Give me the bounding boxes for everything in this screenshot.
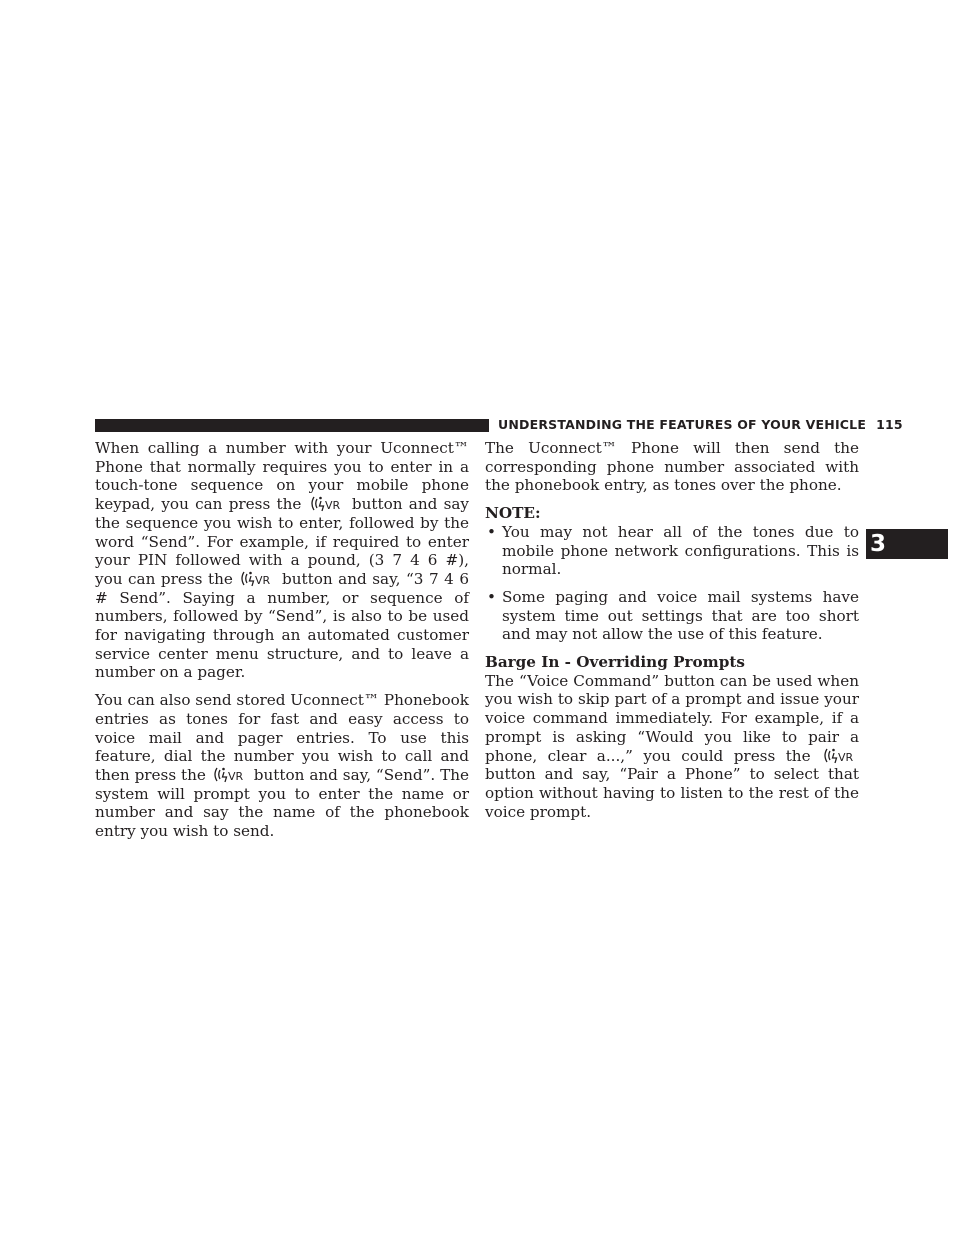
text-segment: button and say the sequence you wish to enter, followed by the word “Send”. For example, if required to enter your PIN followed with a pound, (3 7 4 6 #), you can press the (95, 495, 469, 588)
right-column (485, 439, 859, 821)
voice-recognition-icon (213, 766, 247, 783)
voice-recognition-icon (310, 495, 344, 512)
page-number: 115 (876, 417, 903, 432)
text-segment: button and say, “Pair a Phone” to select that option without having to listen to the rest of the voice prompt. (485, 765, 859, 821)
svg-text:VR: VR (255, 573, 271, 587)
paragraph-barge-in (485, 672, 859, 822)
text-segment: button and say, “Send”. The system will prompt you to enter the name or number and say the name of the phonebook entry you wish to send. (95, 765, 470, 841)
text-segment: You can also send stored Uconnect™ Phonebook entries as tones for fast and easy access to voice mail and pager entries. To use this feature, dial the number you wish to call and then press the (95, 691, 470, 784)
svg-text:VR: VR (227, 769, 244, 783)
svg-text:VR: VR (838, 750, 854, 764)
chapter-tab: 3 (866, 529, 948, 559)
paragraph-touch-tone (95, 439, 469, 682)
text-segment: button and say, “3 7 4 6 # Send”. Saying a number, or sequence of numbers, followed by “Send”, is also to be used for navigating through an automated customer service center menu structure, and to leave a number on a pager. (95, 569, 470, 682)
left-column (95, 439, 469, 841)
running-header (498, 417, 903, 432)
note-bullet: • You may not hear all of the tones due to mobile phone network configurations. This is normal. (485, 523, 859, 579)
paragraph-phonebook-tones (95, 691, 469, 841)
paragraph-send-tones: The Uconnect™ Phone will then send the corresponding phone number associated with the phonebook entry, as tones over the phone. (485, 439, 859, 495)
note-bullet: • Some paging and voice mail systems have system time out settings that are too short and may not allow the use of this feature. (485, 588, 859, 644)
header-rule (95, 419, 489, 432)
section-title: UNDERSTANDING THE FEATURES OF YOUR VEHICLE (498, 417, 867, 432)
text-segment: The “Voice Command” button can be used when you wish to skip part of a prompt and issue your voice command immediately. For example, if a prompt is asking “Would you like to pair a phone, clear a...,” you could press the (485, 671, 859, 765)
voice-recognition-icon (240, 570, 274, 587)
text-segment: When calling a number with your Uconnect™ Phone that normally requires you to enter in a touch-tone sequence on your mobile phone keypad, you can press the (95, 439, 469, 514)
svg-text:VR: VR (324, 499, 340, 513)
note-heading: NOTE: (485, 504, 541, 523)
section-heading: Barge In - Overriding Prompts (485, 653, 745, 672)
voice-recognition-icon (823, 747, 857, 764)
